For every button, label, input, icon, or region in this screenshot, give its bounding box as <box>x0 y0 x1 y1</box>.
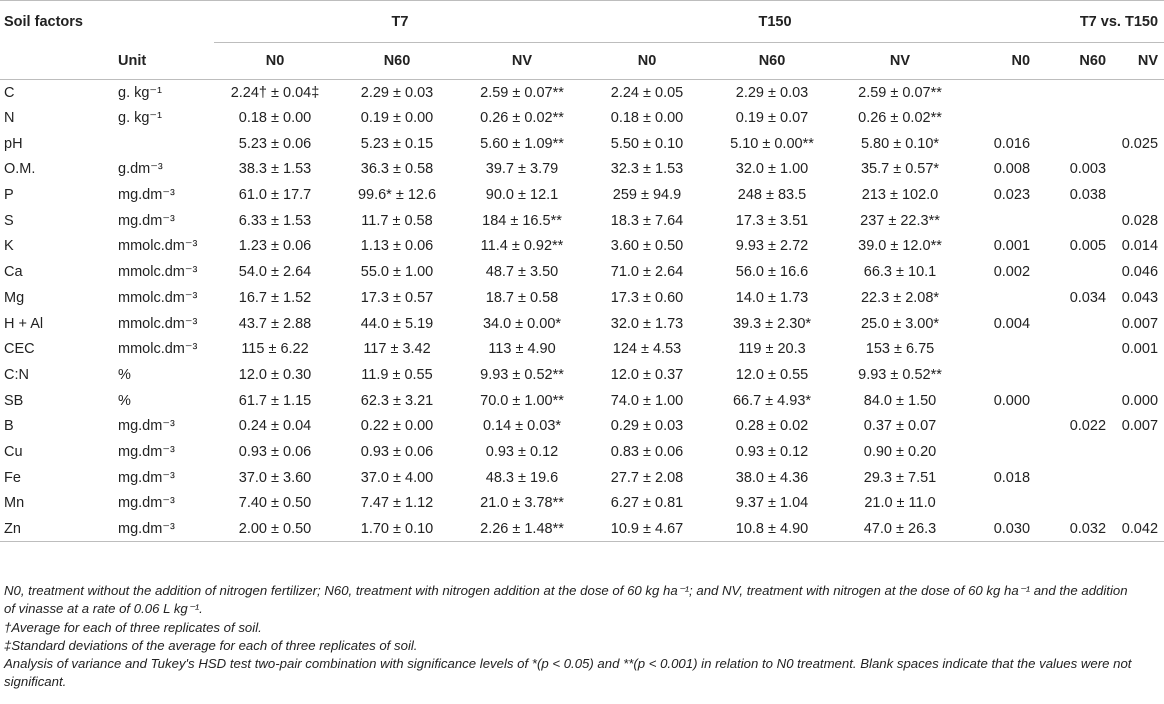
cell-t7-n60: 11.9 ± 0.55 <box>361 366 433 383</box>
cell-unit: mmolc.dm⁻³ <box>118 289 198 306</box>
cell-t150-n0: 32.3 ± 1.53 <box>610 161 684 178</box>
header-row-groups <box>0 1 1164 43</box>
cell-cmp-n0: 0.030 <box>993 520 1031 537</box>
cell-cmp-n60 <box>1036 388 1112 414</box>
header-group-t7: T7 <box>214 1 586 43</box>
cell-t150-n0: 74.0 ± 1.00 <box>610 392 684 409</box>
cell-cmp-nv: 0.025 <box>1121 135 1159 152</box>
cell-unit: mg.dm⁻³ <box>118 418 175 435</box>
cell-t150-nv: 237 ± 22.3** <box>860 212 940 229</box>
cell-unit: % <box>118 392 131 409</box>
header-t7-nv: NV <box>511 53 533 69</box>
cell-cmp-n60: 0.005 <box>1069 238 1107 255</box>
cell-cmp-n0 <box>964 80 1036 106</box>
cell-unit: mmolc.dm⁻³ <box>118 264 198 281</box>
footnote-statistics: Analysis of variance and Tukey's HSD test two-pair combination with significance levels of *(p < 0.05) and **(p < 0.001) in relation to N0 treatment. Blank spaces indicate that the values were not significant. <box>4 656 1132 690</box>
cell-t7-nv: 48.7 ± 3.50 <box>485 264 559 281</box>
cell-t7-n0: 12.0 ± 0.30 <box>238 366 312 383</box>
cell-t150-n60: 12.0 ± 0.55 <box>735 366 809 383</box>
cell-t150-nv: 39.0 ± 12.0** <box>858 238 942 255</box>
header-t150-nv: NV <box>889 53 911 69</box>
cell-t7-n0: 5.23 ± 0.06 <box>238 135 312 152</box>
cell-cmp-nv <box>1112 182 1164 208</box>
cell-t150-nv: 29.3 ± 7.51 <box>863 469 937 486</box>
table-row <box>0 311 1164 337</box>
cell-unit: % <box>118 366 131 383</box>
cell-t150-nv: 213 ± 102.0 <box>861 187 939 204</box>
cell-t150-n60: 9.93 ± 2.72 <box>735 238 809 255</box>
cell-t150-n60: 0.93 ± 0.12 <box>735 443 809 460</box>
cell-t7-n60: 0.19 ± 0.00 <box>360 110 434 127</box>
cell-soil-factor: Cu <box>4 443 23 460</box>
cell-soil-factor: S <box>4 212 14 229</box>
cell-t150-n60: 10.8 ± 4.90 <box>735 520 809 537</box>
cell-t7-n60: 44.0 ± 5.19 <box>360 315 434 332</box>
cell-cmp-nv: 0.007 <box>1121 315 1159 332</box>
cell-t150-n60: 0.28 ± 0.02 <box>735 418 809 435</box>
cell-unit: mmolc.dm⁻³ <box>118 341 198 358</box>
cell-soil-factor: Mn <box>4 495 25 512</box>
cell-cmp-n60 <box>1036 131 1112 157</box>
cell-t150-n0: 0.29 ± 0.03 <box>610 418 684 435</box>
cell-soil-factor: B <box>4 418 14 435</box>
cell-cmp-n0 <box>964 362 1036 388</box>
cell-cmp-n0 <box>964 439 1036 465</box>
cell-cmp-n60: 0.003 <box>1069 161 1107 178</box>
table-row <box>0 182 1164 208</box>
cell-t7-n60: 11.7 ± 0.58 <box>361 212 433 229</box>
cell-unit: mg.dm⁻³ <box>118 520 175 537</box>
cell-t7-n60: 55.0 ± 1.00 <box>360 264 434 281</box>
cell-cmp-nv <box>1112 80 1164 106</box>
header-cmp-n0: N0 <box>1011 53 1031 69</box>
cell-t7-nv: 90.0 ± 12.1 <box>485 187 559 204</box>
cell-unit: mmolc.dm⁻³ <box>118 315 198 332</box>
cell-cmp-n60: 0.034 <box>1069 289 1107 306</box>
cell-t150-nv: 5.80 ± 0.10* <box>860 135 940 152</box>
cell-t150-n60: 39.3 ± 2.30* <box>732 315 812 332</box>
cell-t150-n60: 14.0 ± 1.73 <box>735 289 809 306</box>
table-row <box>0 465 1164 491</box>
cell-soil-factor: CEC <box>4 341 35 358</box>
cell-cmp-n60: 0.022 <box>1069 418 1107 435</box>
cell-t7-n60: 1.13 ± 0.06 <box>360 238 434 255</box>
cell-cmp-nv: 0.000 <box>1121 392 1159 409</box>
cell-t150-nv: 66.3 ± 10.1 <box>863 264 937 281</box>
cell-soil-factor: Fe <box>4 469 21 486</box>
cell-t7-n0: 0.93 ± 0.06 <box>238 443 312 460</box>
header-row-treatments <box>0 43 1164 80</box>
cell-t150-n60: 17.3 ± 3.51 <box>735 212 809 229</box>
cell-t7-nv: 0.14 ± 0.03* <box>482 418 562 435</box>
cell-cmp-n0: 0.016 <box>993 135 1031 152</box>
cell-t150-n0: 12.0 ± 0.37 <box>610 366 684 383</box>
cell-cmp-n0 <box>964 285 1036 311</box>
table-row <box>0 105 1164 131</box>
table-footnotes <box>4 582 1140 692</box>
cell-t150-n0: 124 ± 4.53 <box>612 341 682 358</box>
cell-unit: mg.dm⁻³ <box>118 212 175 229</box>
cell-t150-n60: 0.19 ± 0.07 <box>735 110 809 127</box>
cell-t150-n0: 0.83 ± 0.06 <box>610 443 684 460</box>
cell-t7-n60: 37.0 ± 4.00 <box>360 469 434 486</box>
cell-t7-nv: 34.0 ± 0.00* <box>482 315 562 332</box>
header-cmp-n60: N60 <box>1079 53 1107 69</box>
table-row <box>0 413 1164 439</box>
cell-unit: mg.dm⁻³ <box>118 443 175 460</box>
cell-t150-n0: 259 ± 94.9 <box>612 187 682 204</box>
cell-soil-factor: C:N <box>4 366 29 383</box>
cell-t7-nv: 5.60 ± 1.09** <box>480 135 564 152</box>
cell-t150-n0: 10.9 ± 4.67 <box>610 520 684 537</box>
table-row <box>0 259 1164 285</box>
cell-unit: mmolc.dm⁻³ <box>118 238 198 255</box>
cell-cmp-nv: 0.014 <box>1121 238 1159 255</box>
cell-soil-factor: N <box>4 110 15 127</box>
cell-t150-n0: 0.18 ± 0.00 <box>610 110 684 127</box>
cell-t7-nv: 0.93 ± 0.12 <box>485 443 559 460</box>
cell-t150-n0: 5.50 ± 0.10 <box>610 135 684 152</box>
cell-t7-n0: 38.3 ± 1.53 <box>238 161 312 178</box>
cell-cmp-nv: 0.028 <box>1121 212 1159 229</box>
cell-t7-nv: 48.3 ± 19.6 <box>485 469 559 486</box>
cell-cmp-nv: 0.042 <box>1121 520 1159 537</box>
cell-t7-n0: 16.7 ± 1.52 <box>238 289 312 306</box>
cell-t7-n0: 2.24† ± 0.04‡ <box>230 84 320 101</box>
header-t7-n60: N60 <box>383 53 411 69</box>
cell-t150-nv: 153 ± 6.75 <box>865 341 935 358</box>
cell-soil-factor: Zn <box>4 520 21 537</box>
cell-cmp-n0 <box>964 336 1036 362</box>
cell-t150-nv: 0.90 ± 0.20 <box>863 443 937 460</box>
cell-t150-nv: 22.3 ± 2.08* <box>860 289 940 306</box>
cell-t150-n60: 32.0 ± 1.00 <box>735 161 809 178</box>
cell-t7-n0: 2.00 ± 0.50 <box>238 520 312 537</box>
cell-cmp-n0: 0.023 <box>993 187 1031 204</box>
header-cmp-nv: NV <box>1137 53 1159 69</box>
cell-t150-n60: 66.7 ± 4.93* <box>732 392 812 409</box>
cell-cmp-n60 <box>1036 208 1112 234</box>
cell-t150-n0: 6.27 ± 0.81 <box>610 495 684 512</box>
cell-soil-factor: pH <box>4 135 23 152</box>
cell-t7-nv: 113 ± 4.90 <box>488 341 556 358</box>
cell-soil-factor: H + Al <box>4 315 44 332</box>
cell-t7-n60: 99.6* ± 12.6 <box>357 187 437 204</box>
table-body <box>0 80 1164 542</box>
cell-soil-factor: Ca <box>4 264 23 281</box>
cell-cmp-n60 <box>1036 465 1112 491</box>
cell-soil-factor: O.M. <box>4 161 36 178</box>
table-row <box>0 516 1164 542</box>
cell-t150-n0: 27.7 ± 2.08 <box>610 469 684 486</box>
cell-t7-n0: 43.7 ± 2.88 <box>238 315 312 332</box>
cell-t7-n0: 0.18 ± 0.00 <box>238 110 312 127</box>
cell-t7-nv: 2.59 ± 0.07** <box>480 84 564 101</box>
header-group-t7-vs-t150: T7 vs. T150 <box>964 1 1164 43</box>
cell-t150-n0: 18.3 ± 7.64 <box>610 212 684 229</box>
table-row <box>0 131 1164 157</box>
cell-soil-factor: P <box>4 187 14 204</box>
cell-t150-nv: 2.59 ± 0.07** <box>858 84 942 101</box>
cell-t7-n60: 17.3 ± 0.57 <box>360 289 434 306</box>
footnote-std-dev: ‡Standard deviations of the average for each of three replicates of soil. <box>4 637 418 653</box>
cell-t150-nv: 9.93 ± 0.52** <box>858 366 942 383</box>
header-t7-n0: N0 <box>265 53 285 69</box>
table-row <box>0 336 1164 362</box>
cell-t150-n0: 71.0 ± 2.64 <box>610 264 684 281</box>
cell-t150-nv: 21.0 ± 11.0 <box>864 495 936 512</box>
cell-t150-n60: 56.0 ± 16.6 <box>735 264 809 281</box>
cell-unit: g. kg⁻¹ <box>118 84 162 101</box>
cell-cmp-n0: 0.008 <box>993 161 1031 178</box>
cell-cmp-n60 <box>1036 259 1112 285</box>
cell-t7-n60: 62.3 ± 3.21 <box>360 392 434 409</box>
cell-t7-nv: 39.7 ± 3.79 <box>485 161 559 178</box>
cell-cmp-n60 <box>1036 80 1112 106</box>
cell-cmp-n60: 0.038 <box>1069 187 1107 204</box>
cell-t7-nv: 0.26 ± 0.02** <box>480 110 564 127</box>
header-t150-n60: N60 <box>758 53 786 69</box>
cell-t150-n60: 5.10 ± 0.00** <box>730 135 814 152</box>
cell-cmp-n60 <box>1036 311 1112 337</box>
cell-cmp-nv: 0.046 <box>1121 264 1159 281</box>
cell-cmp-nv <box>1112 465 1164 491</box>
cell-cmp-n0: 0.004 <box>993 315 1031 332</box>
cell-cmp-n60 <box>1036 105 1112 131</box>
cell-cmp-nv: 0.043 <box>1121 289 1159 306</box>
cell-soil-factor: C <box>4 84 15 101</box>
cell-t7-n60: 7.47 ± 1.12 <box>360 495 434 512</box>
cell-t150-n0: 32.0 ± 1.73 <box>610 315 684 332</box>
cell-soil-factor: SB <box>4 392 24 409</box>
cell-t150-n60: 38.0 ± 4.36 <box>735 469 809 486</box>
cell-cmp-n0 <box>964 105 1036 131</box>
cell-t7-n60: 0.93 ± 0.06 <box>360 443 434 460</box>
cell-t150-n60: 248 ± 83.5 <box>737 187 807 204</box>
cell-cmp-n60 <box>1036 362 1112 388</box>
cell-t150-nv: 35.7 ± 0.57* <box>860 161 940 178</box>
cell-t7-n0: 115 ± 6.22 <box>241 341 309 358</box>
cell-t7-n0: 6.33 ± 1.53 <box>238 212 312 229</box>
cell-cmp-nv <box>1112 105 1164 131</box>
cell-t150-n60: 2.29 ± 0.03 <box>735 84 809 101</box>
cell-cmp-n60: 0.032 <box>1069 520 1107 537</box>
cell-soil-factor: K <box>4 238 14 255</box>
cell-t150-n0: 2.24 ± 0.05 <box>610 84 684 101</box>
cell-t7-nv: 18.7 ± 0.58 <box>485 289 559 306</box>
cell-t7-n0: 0.24 ± 0.04 <box>238 418 312 435</box>
cell-cmp-nv <box>1112 491 1164 517</box>
cell-t7-n60: 2.29 ± 0.03 <box>360 84 434 101</box>
cell-t7-n60: 36.3 ± 0.58 <box>360 161 434 178</box>
cell-t7-nv: 11.4 ± 0.92** <box>480 238 564 255</box>
cell-t7-n0: 61.0 ± 17.7 <box>238 187 312 204</box>
cell-t150-n0: 17.3 ± 0.60 <box>610 289 684 306</box>
header-soil-factors: Soil factors <box>4 13 83 30</box>
cell-cmp-nv: 0.007 <box>1121 418 1159 435</box>
table-row <box>0 285 1164 311</box>
cell-t150-nv: 84.0 ± 1.50 <box>863 392 937 409</box>
cell-cmp-n60 <box>1036 336 1112 362</box>
cell-t150-n60: 119 ± 20.3 <box>738 341 806 358</box>
footnote-average: †Average for each of three replicates of soil. <box>4 619 262 635</box>
header-group-t150: T150 <box>586 1 964 43</box>
cell-cmp-n0 <box>964 491 1036 517</box>
cell-t7-nv: 9.93 ± 0.52** <box>480 366 564 383</box>
cell-cmp-n60 <box>1036 491 1112 517</box>
table-row <box>0 362 1164 388</box>
cell-t150-nv: 0.26 ± 0.02** <box>858 110 942 127</box>
cell-unit <box>114 131 214 157</box>
cell-t150-n0: 3.60 ± 0.50 <box>610 238 684 255</box>
header-unit: Unit <box>118 52 147 69</box>
table-row <box>0 208 1164 234</box>
cell-cmp-n60 <box>1036 439 1112 465</box>
cell-cmp-nv <box>1112 362 1164 388</box>
cell-cmp-n0 <box>964 413 1036 439</box>
cell-t7-n0: 37.0 ± 3.60 <box>238 469 312 486</box>
cell-t7-nv: 70.0 ± 1.00** <box>480 392 564 409</box>
cell-cmp-n0 <box>964 208 1036 234</box>
cell-t150-nv: 47.0 ± 26.3 <box>863 520 937 537</box>
cell-t7-n60: 1.70 ± 0.10 <box>360 520 434 537</box>
cell-unit: mg.dm⁻³ <box>118 495 175 512</box>
cell-cmp-n0: 0.001 <box>993 238 1031 255</box>
table-row <box>0 491 1164 517</box>
cell-t7-n0: 1.23 ± 0.06 <box>238 238 312 255</box>
table-row <box>0 234 1164 260</box>
cell-unit: g. kg⁻¹ <box>118 110 162 127</box>
footnote-treatments: N0, treatment without the addition of nitrogen fertilizer; N60, treatment with nitrogen addition at the dose of 60 kg ha⁻¹; and NV, treatment with nitrogen at the dose of 60 kg ha⁻¹ and the addition of vinasse at a rate of 0.06 L kg⁻¹. <box>4 583 1128 617</box>
table-row <box>0 388 1164 414</box>
table-row <box>0 157 1164 183</box>
cell-t7-n60: 117 ± 3.42 <box>363 341 431 358</box>
cell-cmp-n0: 0.018 <box>993 469 1031 486</box>
cell-t150-nv: 25.0 ± 3.00* <box>860 315 940 332</box>
cell-t7-nv: 21.0 ± 3.78** <box>480 495 564 512</box>
cell-t7-n0: 54.0 ± 2.64 <box>238 264 312 281</box>
cell-t7-nv: 2.26 ± 1.48** <box>480 520 564 537</box>
table-row <box>0 80 1164 106</box>
cell-unit: mg.dm⁻³ <box>118 187 175 204</box>
table-row <box>0 439 1164 465</box>
cell-t7-n0: 7.40 ± 0.50 <box>238 495 312 512</box>
cell-cmp-n0: 0.000 <box>993 392 1031 409</box>
cell-cmp-n0: 0.002 <box>993 264 1031 281</box>
cell-soil-factor: Mg <box>4 289 25 306</box>
header-t150-n0: N0 <box>637 53 657 69</box>
cell-unit: g.dm⁻³ <box>118 161 163 178</box>
cell-t7-n60: 0.22 ± 0.00 <box>360 418 434 435</box>
cell-t150-nv: 0.37 ± 0.07 <box>863 418 937 435</box>
cell-t7-n60: 5.23 ± 0.15 <box>360 135 434 152</box>
cell-cmp-nv <box>1112 439 1164 465</box>
cell-t150-n60: 9.37 ± 1.04 <box>735 495 809 512</box>
cell-t7-n0: 61.7 ± 1.15 <box>238 392 312 409</box>
cell-t7-nv: 184 ± 16.5** <box>482 212 562 229</box>
cell-cmp-nv <box>1112 157 1164 183</box>
cell-cmp-nv: 0.001 <box>1121 341 1159 358</box>
cell-unit: mg.dm⁻³ <box>118 469 175 486</box>
